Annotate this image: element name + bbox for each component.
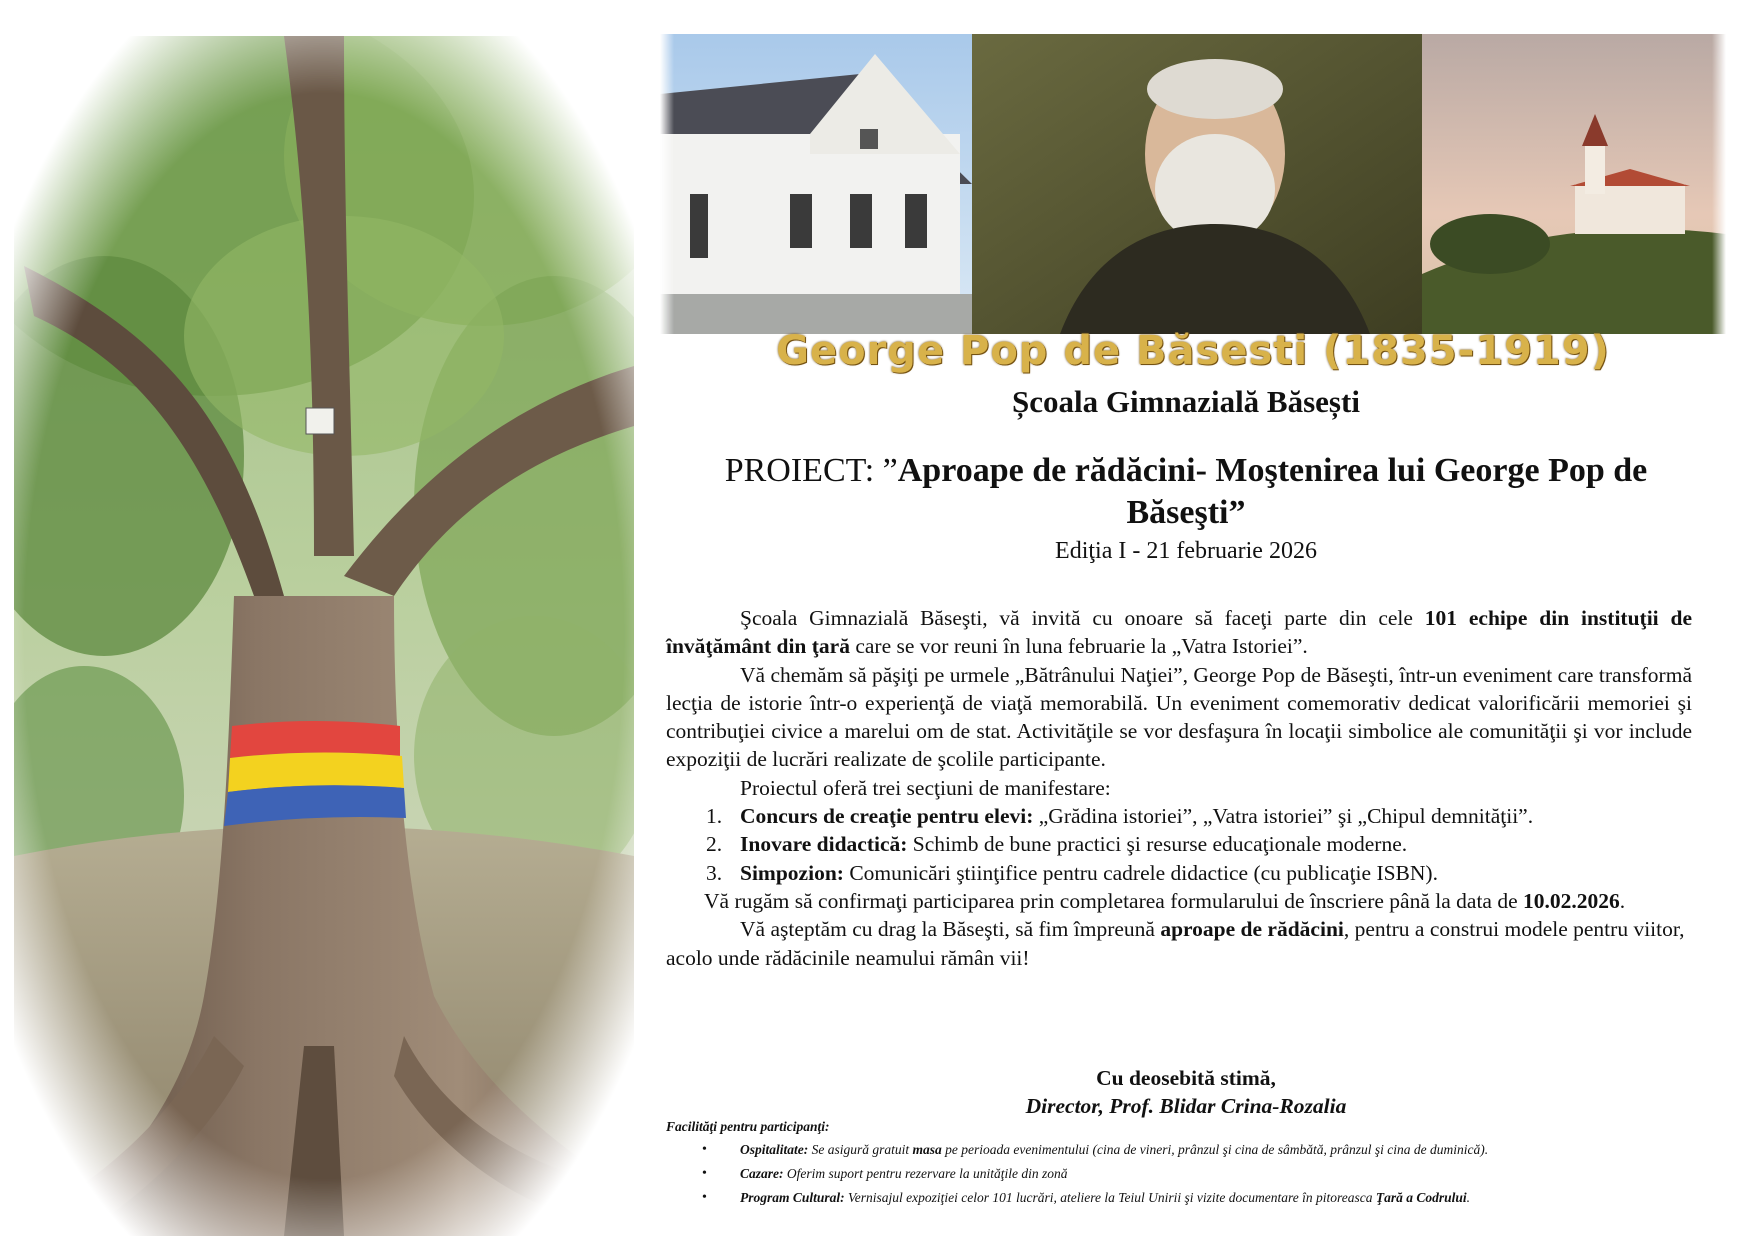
edition-date: Ediţia I - 21 februarie 2026 <box>1055 538 1317 564</box>
paragraph-closing <box>666 915 1692 943</box>
facility-text: pe perioada evenimentului (cina de vineri, prânzul şi cina de sâmbătă, prânzul şi cina de duminică). <box>941 1142 1489 1157</box>
signoff <box>666 1064 1706 1120</box>
paragraph-final: acolo unde rădăcinile neamului rămân vii! <box>666 945 1030 970</box>
bullet-icon: • <box>702 1142 707 1157</box>
facility-text-bold: Ţară a Codrului <box>1375 1190 1467 1205</box>
list-number: 3. <box>706 860 723 885</box>
invitation-body <box>666 604 1692 972</box>
text-run: Vă aşteptăm cu drag la Băseşti, să fim împreună <box>740 917 1161 942</box>
text-run: Vă rugăm să confirmaţi participarea prin completarea formularului de înscriere până la data de <box>704 888 1524 913</box>
facility-text: Vernisajul expoziţiei celor 101 lucrări, ateliere la Teiul Unirii şi vizite documentare în pitoreasca <box>844 1190 1376 1205</box>
text-run-bold: aproape de rădăcini <box>1160 917 1344 942</box>
text-run: . <box>1619 888 1626 913</box>
list-item <box>666 1186 1726 1210</box>
banner-title <box>660 332 1726 376</box>
facility-label: Cazare: <box>740 1166 784 1181</box>
list-item <box>666 802 1692 830</box>
list-item <box>666 1162 1726 1186</box>
list-number: 2. <box>706 832 723 857</box>
section-label: Concurs de creaţie pentru elevi: <box>740 804 1034 829</box>
greeting: Cu deosebită stimă, <box>1096 1066 1276 1090</box>
list-item <box>666 830 1692 858</box>
section-label: Simpozion: <box>740 860 844 885</box>
project-prefix: PROIECT: ” <box>724 452 898 489</box>
paragraph-confirm <box>666 887 1692 915</box>
paragraph-invite <box>666 604 1692 661</box>
facility-text-bold: masa <box>912 1142 942 1157</box>
paragraph-sections-intro: Proiectul oferă trei secţiuni de manifestare: <box>740 775 1111 800</box>
facility-text: Oferim suport pentru rezervare la unităţile din zonă <box>783 1166 1068 1181</box>
paragraph-description: Vă chemăm să păşiţi pe urmele „Bătrânului Naţiei”, George Pop de Băseşti, într-un eveniment care transformă lecţia de istorie într-o experienţă de viaţă memorabilă. Un eveniment comemorativ dedicat valorificării memoriei şi contribuţiei civice a marelui om de stat. Activităţile se vor desfaşura în locaţii simbolice ale comunităţii şi vor include expoziţii de lucrări realizate de şcolile participante. <box>666 662 1692 772</box>
list-item <box>666 1138 1726 1162</box>
bullet-icon: • <box>702 1190 707 1205</box>
facilities-list <box>666 1138 1726 1210</box>
section-text: Comunicări ştiinţifice pentru cadrele didactice (cu publicaţie ISBN). <box>843 860 1438 885</box>
text-run: , pentru a construi modele pentru viitor, <box>1343 917 1685 942</box>
sections-list <box>666 802 1692 887</box>
facilities-title: Facilităţi pentru participanţi: <box>666 1119 830 1134</box>
section-label: Inovare didactică: <box>740 832 908 857</box>
project-title <box>666 450 1706 534</box>
list-number: 1. <box>706 804 723 829</box>
school-name: Școala Gimnazială Băsești <box>1012 384 1360 419</box>
bullet-icon: • <box>702 1166 707 1181</box>
text-run: care se vor reuni în luna februarie la „Vatra Istoriei”. <box>849 634 1308 659</box>
deadline-date: 10.02.2026 <box>1523 888 1620 913</box>
tree-photo <box>14 36 634 1236</box>
section-text: Schimb de bune practici şi resurse educaţionale moderne. <box>907 832 1408 857</box>
facility-label: Ospitalitate: <box>740 1142 809 1157</box>
text-run: Şcoala Gimnazială Băseşti, vă invită cu onoare să faceţi parte din cele <box>740 606 1425 630</box>
facilities <box>666 1118 1726 1210</box>
project-name: Aproape de rădăcini- Moştenirea lui George Pop de Băseşti” <box>897 452 1648 531</box>
section-text: „Grădina istoriei”, „Vatra istoriei” şi „Chipul demnităţii”. <box>1033 804 1534 829</box>
header-collage <box>660 34 1726 334</box>
text-run-bold: 101 echipe din instituţii de învăţământ din ţară <box>666 606 1692 659</box>
facility-label: Program Cultural: <box>740 1190 845 1205</box>
list-item <box>666 859 1692 887</box>
banner-title-text: George Pop de Băsesti (1835-1919) <box>776 332 1610 374</box>
signature: Director, Prof. Blidar Crina-Rozalia <box>1025 1094 1347 1118</box>
facility-text: . <box>1466 1190 1470 1205</box>
facility-text: Se asigură gratuit <box>808 1142 913 1157</box>
